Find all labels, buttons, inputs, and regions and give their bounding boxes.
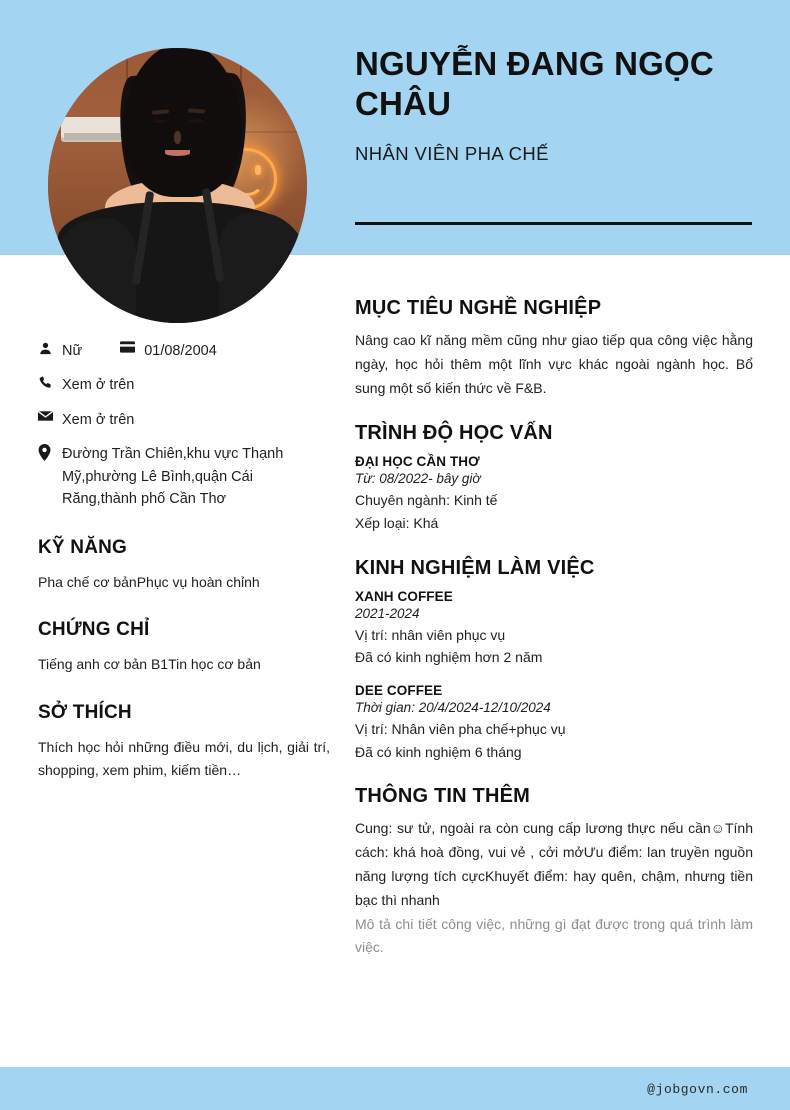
person-icon (38, 340, 62, 356)
card-icon (120, 340, 144, 353)
sidebar-body-certificates: Tiếng anh cơ bản B1Tin học cơ bản (38, 656, 261, 673)
candidate-name: NGUYỄN ĐANG NGỌC CHÂU (355, 45, 714, 123)
education-date: Từ: 08/2022- bây giờ (355, 471, 481, 487)
birthday-cell (120, 340, 217, 362)
phone-value: Xem ở trên (62, 377, 135, 394)
experience-entry (355, 683, 753, 763)
experience-detail: Đã có kinh nghiệm hơn 2 năm (355, 649, 543, 666)
sidebar (38, 340, 330, 782)
sidebar-body-skills: Pha chế cơ bảnPhục vụ hoàn chỉnh (38, 573, 260, 590)
footer-watermark: @jobgovn.com (647, 1082, 748, 1097)
experience-detail: Vị trí: Nhân viên pha chế+phục vụ (355, 721, 566, 738)
section-additional (355, 785, 753, 960)
contact-row-phone (38, 374, 330, 396)
sidebar-body-interests: Thích học hỏi những điều mới, du lịch, giải trí, shopping, xem phim, kiếm tiền… (38, 739, 330, 778)
profile-photo (48, 48, 307, 323)
experience-date: Thời gian: 20/4/2024-12/10/2024 (355, 700, 551, 716)
gender-value: Nữ (62, 343, 83, 359)
education-detail: Chuyên ngành: Kinh tế (355, 492, 498, 509)
education-org: ĐẠI HỌC CẦN THƠ (355, 454, 480, 470)
experience-org: XANH COFFEE (355, 588, 453, 604)
birthday-value: 01/08/2004 (144, 343, 217, 359)
mouth (165, 150, 191, 156)
sidebar-heading-certificates: CHỨNG CHỈ (38, 619, 150, 641)
air-conditioner-vent (64, 133, 121, 140)
contact-info (38, 340, 330, 511)
eye-right (189, 119, 202, 123)
experience-entry (355, 589, 753, 669)
body-additional: Cung: sư tử, ngoài ra còn cung cấp lương thực nếu cần☺Tính cách: khá hoà đồng, vui vẻ , cởi mởƯu điểm: lan truyền nguồn năng lượng tích cựcKhuyết điểm: hay quên, chậm, nhưng tiền bạc thì nhanh (355, 820, 753, 908)
heading-experience: KINH NGHIỆM LÀM VIỆC (355, 556, 595, 579)
email-value: Xem ở trên (62, 411, 135, 428)
address-value: Đường Trần Chiên,khu vực Thạnh Mỹ,phường Lê Bình,quận Cái Răng,thành phố Cần Thơ (62, 446, 284, 508)
section-education (355, 422, 753, 534)
candidate-role: NHÂN VIÊN PHA CHẾ (355, 142, 549, 164)
education-detail: Xếp loại: Khá (355, 515, 439, 532)
experience-org: DEE COFFEE (355, 683, 443, 699)
experience-detail: Vị trí: nhân viên phục vụ (355, 626, 506, 643)
body-objective: Nâng cao kĩ năng mềm cũng như giao tiếp qua công việc hằng ngày, học hỏi thêm một lĩnh vực khác ngoài ngành học. Bổ sung một số kiến thức về F&B. (355, 332, 753, 396)
contact-row-email (38, 409, 330, 431)
section-experience (355, 557, 753, 764)
header-text-block (355, 44, 755, 165)
heading-objective: MỤC TIÊU NGHỀ NGHIỆP (355, 297, 602, 319)
sidebar-heading-skills: KỸ NĂNG (38, 536, 128, 558)
placeholder-additional: Mô tả chi tiết công việc, những gì đạt được trong quá trình làm việc. (355, 915, 753, 956)
phone-icon (38, 374, 62, 390)
contact-row-address (38, 443, 330, 510)
heading-additional: THÔNG TIN THÊM (355, 785, 531, 808)
hair (123, 48, 242, 197)
location-pin-icon (38, 443, 62, 461)
sidebar-heading-interests: SỞ THÍCH (38, 702, 132, 724)
envelope-icon (38, 409, 62, 422)
contact-row-gender-birthday (38, 340, 330, 362)
photo-background (48, 48, 307, 323)
shoulder-right (219, 213, 307, 323)
education-entry (355, 454, 753, 534)
experience-detail: Đã có kinh nghiệm 6 tháng (355, 743, 522, 760)
heading-education: TRÌNH ĐỘ HỌC VẤN (355, 422, 553, 445)
section-objective (355, 297, 753, 400)
header-divider (355, 222, 752, 225)
experience-date: 2021-2024 (355, 605, 420, 621)
main-column (355, 297, 753, 982)
